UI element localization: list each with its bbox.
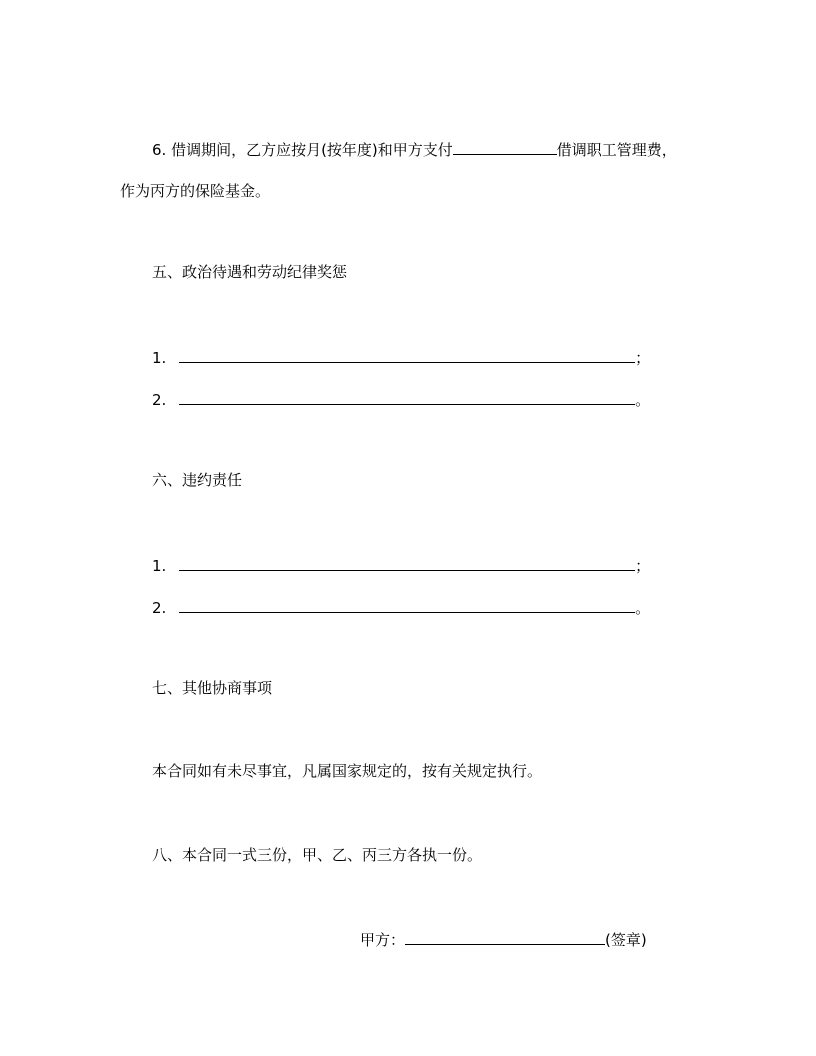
clause-6-text-b: 借调职工管理费， bbox=[556, 141, 677, 159]
item-number: 2. bbox=[152, 599, 167, 617]
item-end-mark: 。 bbox=[635, 599, 651, 617]
clause-6-continuation: 作为丙方的保险基金。 bbox=[120, 182, 271, 200]
item-number: 2. bbox=[152, 391, 167, 409]
section-6-item-1 bbox=[152, 554, 650, 576]
signature-suffix: (签章) bbox=[605, 931, 647, 949]
section-6-item-2 bbox=[152, 596, 650, 618]
section-7-heading: 七、其他协商事项 bbox=[152, 679, 273, 697]
clause-6-line bbox=[152, 138, 677, 160]
clause-6-text-a: 6. 借调期间，乙方应按月(按年度)和甲方支付 bbox=[152, 141, 453, 159]
item-end-mark: ； bbox=[635, 349, 651, 367]
item-end-mark: 。 bbox=[635, 391, 651, 409]
section-5-item-2 bbox=[152, 388, 650, 410]
section-5-item-1 bbox=[152, 346, 650, 368]
section-7-text: 本合同如有未尽事宜，凡属国家规定的，按有关规定执行。 bbox=[152, 762, 543, 780]
signature-line bbox=[360, 928, 647, 950]
item-number: 1. bbox=[152, 557, 167, 575]
signature-blank bbox=[405, 928, 605, 945]
item-blank bbox=[179, 596, 635, 613]
section-6-heading: 六、违约责任 bbox=[152, 471, 243, 489]
item-number: 1. bbox=[152, 349, 167, 367]
signature-label: 甲方： bbox=[360, 931, 406, 949]
item-end-mark: ； bbox=[635, 557, 651, 575]
section-5-heading: 五、政治待遇和劳动纪律奖惩 bbox=[152, 263, 348, 281]
item-blank bbox=[179, 346, 635, 363]
fee-blank bbox=[453, 138, 557, 155]
item-blank bbox=[179, 388, 635, 405]
item-blank bbox=[179, 554, 635, 571]
section-8-text: 八、本合同一式三份，甲、乙、丙三方各执一份。 bbox=[152, 846, 483, 864]
